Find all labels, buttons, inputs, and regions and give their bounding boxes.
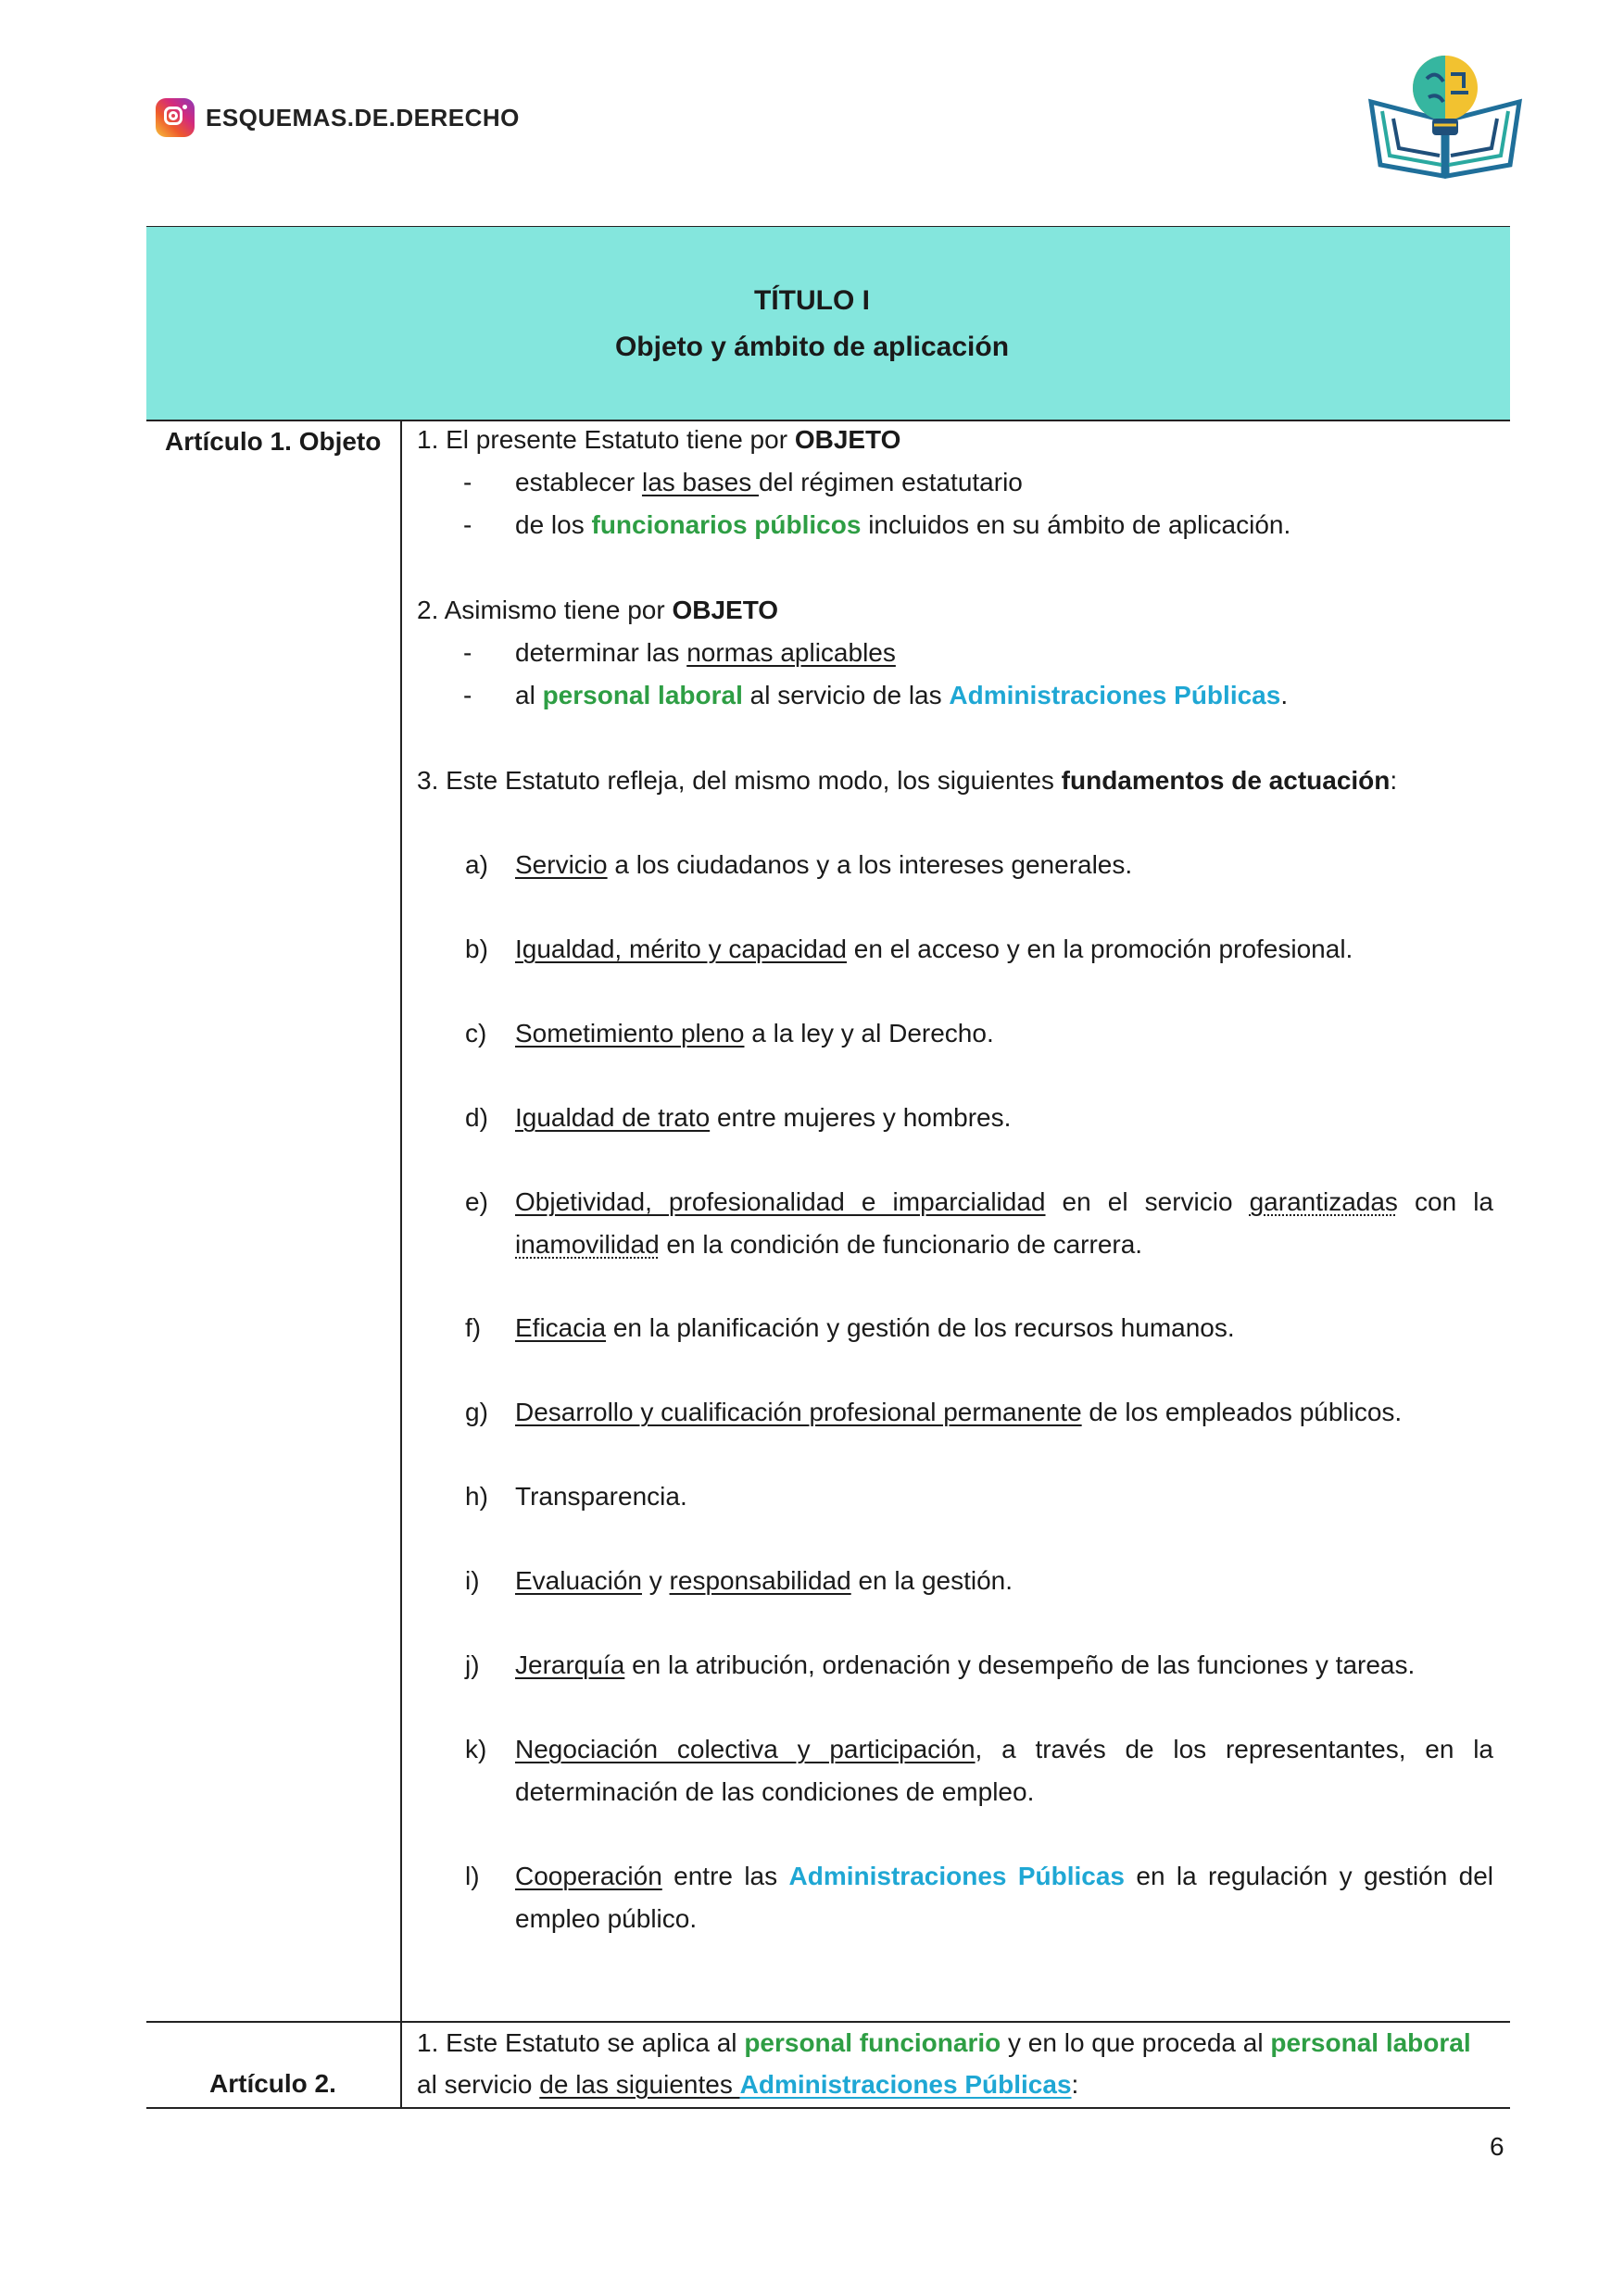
item-e: Objetividad, profesionalidad e imparcialidad en el servicio garantizadas con la inamovilidad en la condición de funcionario de carrera. [515,1187,1493,1259]
item-letter: a) [465,850,488,879]
brand-name: ESQUEMAS.DE.DERECHO [206,103,520,132]
instagram-icon [156,98,195,137]
item-letter: f) [465,1313,482,1342]
page-number: 6 [1490,2132,1504,2161]
paragraph-2-dash-1: determinar las normas aplicables [515,638,896,667]
item-l: Cooperación entre las Administraciones Públicas en la regulación y gestión del empleo público. [515,1862,1494,1933]
paragraph-2-dash-2: al personal laboral al servicio de las Administraciones Públicas. [515,681,1289,709]
article-1-label: Artículo 1. Objeto [165,427,382,456]
item-letter: c) [465,1019,487,1048]
item-letter: b) [465,935,488,963]
title-subheading: Objeto y ámbito de aplicación [614,332,1010,362]
item-d: Igualdad de trato entre mujeres y hombres. [515,1103,1012,1132]
article-2-bottom-rule [146,2107,1510,2109]
article-2-line-1: 1. Este Estatuto se aplica al personal funcionario y en lo que proceda al personal laboral [417,2028,1471,2057]
dash-marker: - [463,638,472,667]
item-letter: i) [465,1566,480,1595]
lightbulb-book-logo [1362,46,1529,181]
item-j: Jerarquía en la atribución, ordenación y desempeño de las funciones y tareas. [515,1650,1416,1679]
item-letter: g) [465,1398,488,1426]
paragraph-1-dash-1: establecer las bases del régimen estatutario [515,468,1023,496]
paragraph-2: 2. Asimismo tiene por OBJETO [417,596,779,624]
item-letter: k) [465,1735,487,1763]
item-k: Negociación colectiva y participación, a través de los representantes, en la determinación de las condiciones de empleo. [515,1735,1493,1806]
item-letter: h) [465,1482,488,1511]
item-letter: d) [465,1103,488,1132]
paragraph-1-dash-2: de los funcionarios públicos incluidos en su ámbito de aplicación. [515,510,1291,539]
item-g: Desarrollo y cualificación profesional permanente de los empleados públicos. [515,1398,1403,1426]
column-divider [400,421,402,2108]
item-letter: j) [465,1650,480,1679]
item-c: Sometimiento pleno a la ley y al Derecho. [515,1019,994,1048]
title-heading: TÍTULO I [754,285,870,316]
item-letter: e) [465,1187,488,1216]
item-f: Eficacia en la planificación y gestión de los recursos humanos. [515,1313,1235,1342]
paragraph-1: 1. El presente Estatuto tiene por OBJETO [417,425,901,454]
brand [156,98,520,137]
item-letter: l) [465,1862,480,1890]
item-b: Igualdad, mérito y capacidad en el acceso y en la promoción profesional. [515,935,1353,963]
item-a: Servicio a los ciudadanos y a los intereses generales. [515,850,1133,879]
item-i: Evaluación y responsabilidad en la gestión. [515,1566,1013,1595]
title-block [0,278,1624,370]
article-2-label: Artículo 2. [209,2069,336,2098]
dash-marker: - [463,681,472,709]
article-2-line-2: al servicio de las siguientes Administraciones Públicas: [417,2070,1079,2099]
paragraph-3: 3. Este Estatuto refleja, del mismo modo, los siguientes fundamentos de actuación: [417,766,1398,795]
item-h: Transparencia. [515,1482,687,1511]
dash-marker: - [463,468,472,496]
dash-marker: - [463,510,472,539]
